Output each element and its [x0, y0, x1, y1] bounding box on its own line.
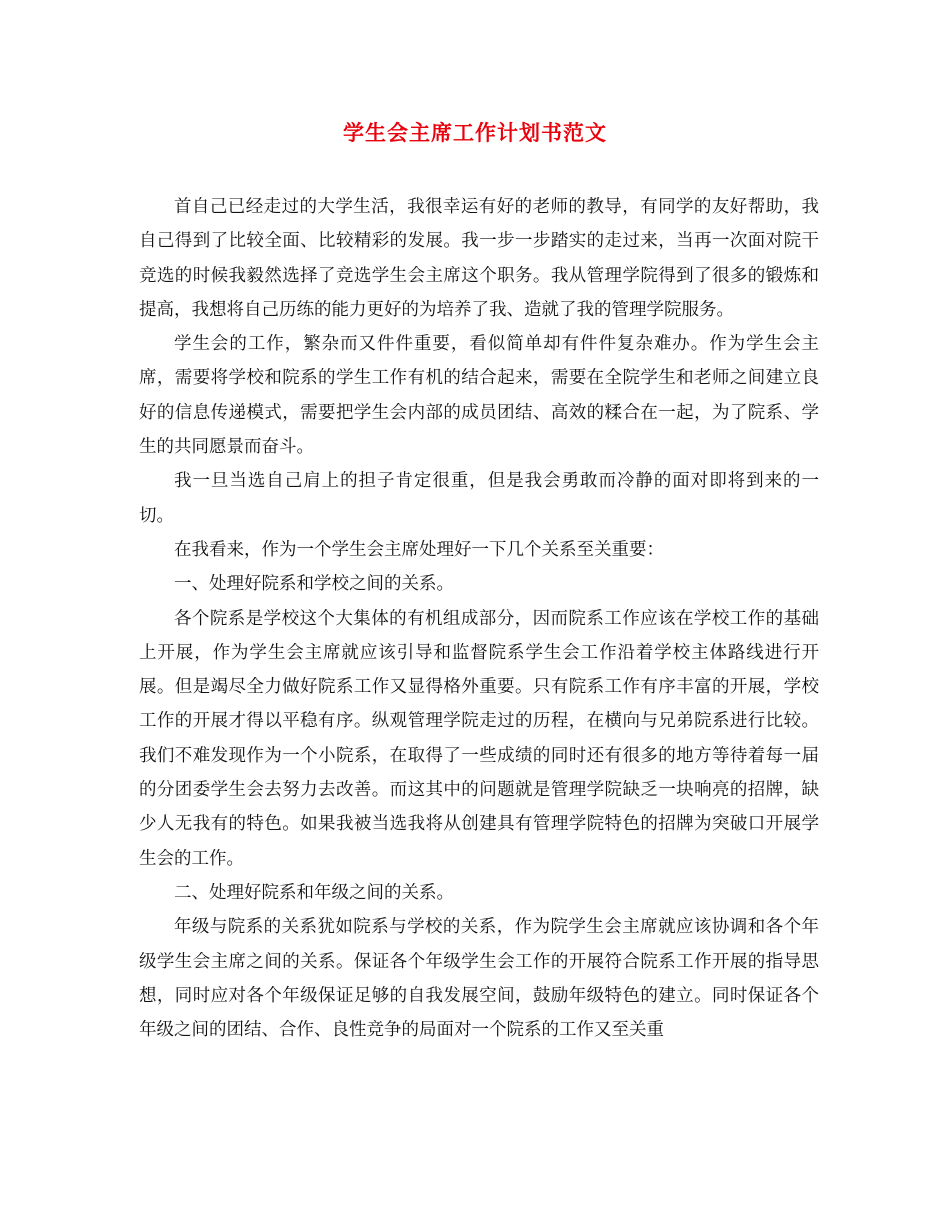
section-heading-1: 一、处理好院系和学校之间的关系。: [174, 574, 454, 595]
document-title: 学生会主席工作计划书范文: [343, 120, 607, 145]
paragraph-relationships-intro: 在我看来，作为一个学生会主席处理好一下几个关系至关重要：: [174, 539, 664, 560]
paragraph-student-union-work: 学生会的工作，繁杂而又件件重要，看似简单却有件件复杂难办。作为学生会主席，需要将学校和院系的学生工作有机的结合起来，需要在全院学生和老师之间建立良好的信息传递模式，需要把学生会内部的成员团结、高效的糅合在一起，为了院系、学生的共同愿景而奋斗。: [139, 334, 819, 458]
paragraph-intro: 首自己已经走过的大学生活，我很幸运有好的老师的教导，有同学的友好帮助，我自己得到了比较全面、比较精彩的发展。我一步一步踏实的走过来，当再一次面对院干竞选的时候我毅然选择了竞选学生会主席这个职务。我从管理学院得到了很多的锻炼和提高，我想将自己历练的能力更好的为培养了我、造就了我的管理学院服务。: [139, 197, 819, 320]
document-body: [139, 190, 819, 1047]
paragraph-responsibility: 我一旦当选自己肩上的担子肯定很重，但是我会勇敢而冷静的面对即将到来的一切。: [139, 471, 819, 526]
paragraph-section-1: 各个院系是学校这个大集体的有机组成部分，因而院系工作应该在学校工作的基础上开展，作为学生会主席就应该引导和监督院系学生会工作沿着学校主体路线进行开展。但是竭尽全力做好院系工作又显得格外重要。只有院系工作有序丰富的开展，学校工作的开展才得以平稳有序。纵观管理学院走过的历程，在横向与兄弟院系进行比较。我们不难发现作为一个小院系，在取得了一些成绩的同时还有很多的地方等待着每一届的分团委学生会去努力去改善。而这其中的问题就是管理学院缺乏一块响亮的招牌，缺少人无我有的特色。如果我被当选我将从创建具有管理学院特色的招牌为突破口开展学生会的工作。: [139, 608, 819, 869]
paragraph-section-2: 年级与院系的关系犹如院系与学校的关系，作为院学生会主席就应该协调和各个年级学生会主席之间的关系。保证各个年级学生会工作的开展符合院系工作开展的指导思想，同时应对各个年级保证足够的自我发展空间，鼓励年级特色的建立。同时保证各个年级之间的团结、合作、良性竞争的局面对一个院系的工作又至关重: [139, 917, 819, 1041]
section-heading-2: 二、处理好院系和年级之间的关系。: [174, 882, 454, 903]
